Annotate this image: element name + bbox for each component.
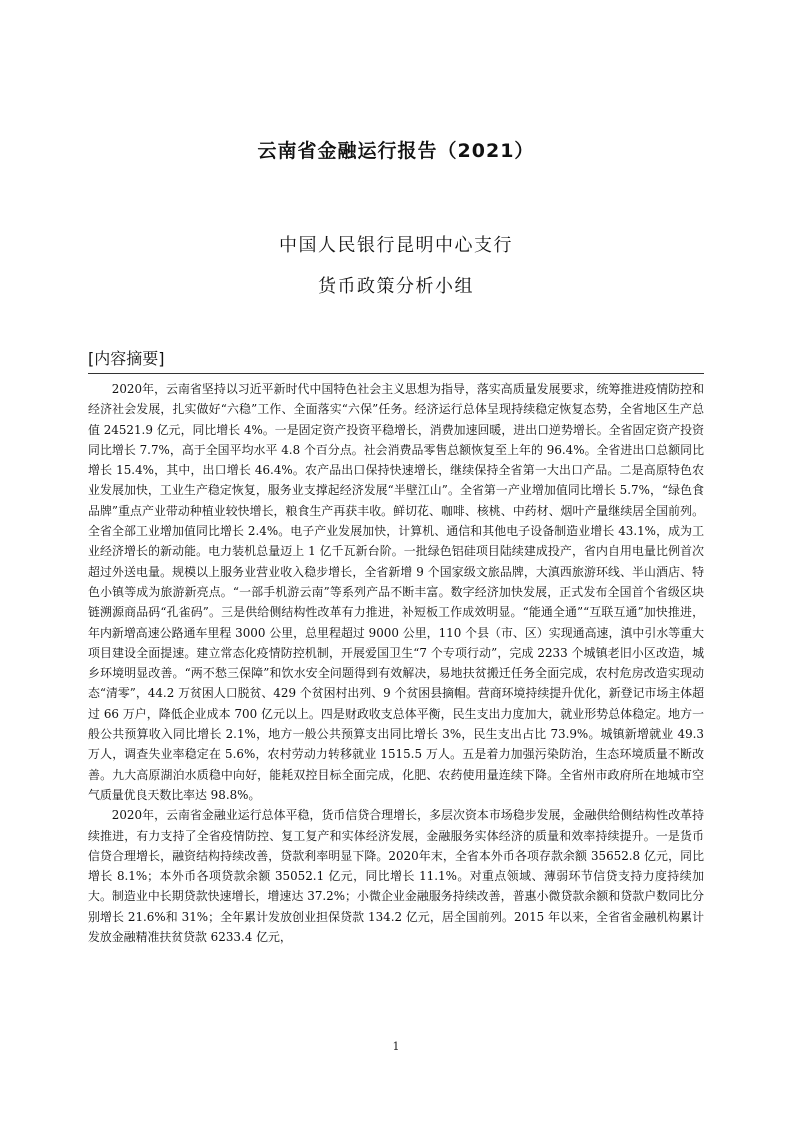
- summary-body: [88, 379, 704, 947]
- document-title: 云南省金融运行报告（2021）: [257, 140, 535, 162]
- heading-divider: [88, 373, 704, 374]
- author-organization: 中国人民银行昆明中心支行: [279, 235, 513, 256]
- summary-paragraph-2: 2020年，云南省金融业运行总体平稳，货币信贷合理增长，多层次资本市场稳步发展，金融供给侧结构性改革持续推进，有力支持了全省疫情防控、复工复产和实体经济发展，金融服务实体经济的质量和效率持续提升。一是货币信贷合理增长，融资结构持续改善，贷款利率明显下降。2020年末，全省本外币各项存款余额 35652.8 亿元，同比增长 8.1%；本外币各项贷款余额 35052.1 亿元，同比增长 11.1%。对重点领域、薄弱环节信贷支持力度持续加大。制造业中长期贷款快速增长，增速达 37.2%；小微企业金融服务持续改善，普惠小微贷款余额和贷款户数同比分别增长 21.6%和 31%；全年累计发放创业担保贷款 134.2 亿元，居全国前列。2015 年以来，全省省金融机构累计发放金融精准扶贫贷款 6233.4 亿元，: [88, 808, 704, 945]
- summary-heading: [内容摘要]: [88, 349, 165, 368]
- page-number: 1: [392, 1040, 400, 1053]
- summary-paragraph-1: 2020年，云南省坚持以习近平新时代中国特色社会主义思想为指导，落实高质量发展要求，统筹推进疫情防控和经济社会发展，扎实做好“六稳”工作、全面落实“六保”任务。经济运行总体呈现持续稳定恢复态势，全省地区生产总值 24521.9 亿元，同比增长 4%。一是固定资产投资平稳增长，消费加速回暖，进出口逆势增长。全省固定资产投资同比增长 7.7%，高于全国平均水平 4.8 个百分点。社会消费品零售总额恢复至上年的 96.4%。全省进出口总额同比增长 15.4%，其中，出口增长 46.4%。农产品出口保持快速增长，继续保持全省第一大出口产品。二是高原特色农业发展加快，工业生产稳定恢复，服务业支撑起经济发展“半壁江山”。全省第一产业增加值同比增长 5.7%，“绿色食品牌”重点产业带动种植业较快增长，粮食生产再获丰收。鲜切花、咖啡、核桃、中药材、烟叶产量继续居全国前列。全省全部工业增加值同比增长 2.4%。电子产业发展加快，计算机、通信和其他电子设备制造业增长 43.1%，成为工业经济增长的新动能。电力装机总量迈上 1 亿千瓦新台阶。一批绿色铝硅项目陆续建成投产，省内自用电量比例首次超过外送电量。规模以上服务业营业收入稳步增长，全省新增 9 个国家级文旅品牌，大滇西旅游环线、半山酒店、特色小镇等成为旅游新亮点。“一部手机游云南”等系列产品不断丰富。数字经济加快发展，正式发布全国首个省级区块链溯源商品码“孔雀码”。三是供给侧结构性改革有力推进，补短板工作成效明显。“能通全通”“互联互通”加快推进，年内新增高速公路通车里程 3000 公里，总里程超过 9000 公里，110 个县（市、区）实现通高速，滇中引水等重大项目建设全面提速。建立常态化疫情防控机制，开展爱国卫生“7 个专项行动”，完成 2233 个城镇老旧小区改造，城乡环境明显改善。“两不愁三保障”和饮水安全问题得到有效解决，易地扶贫搬迁任务全面完成，农村危房改造实现动态“清零”，44.2 万贫困人口脱贫、429 个贫困村出列、9 个贫困县摘帽。营商环境持续提升优化，新登记市场主体超过 66 万户，降低企业成本 700 亿元以上。四是财政收支总体平衡，民生支出力度加大，就业形势总体稳定。地方一般公共预算收入同比增长 2.1%，地方一般公共预算支出同比增长 3%，民生支出占比 73.9%。城镇新增就业 49.3 万人，调查失业率稳定在 5.6%，农村劳动力转移就业 1515.5 万人。五是着力加强污染防治，生态环境质量不断改善。九大高原湖泊水质稳中向好，能耗双控目标全面完成，化肥、农药使用量连续下降。全省州市政府所在地城市空气质量优良天数比率达 98.8%。: [88, 382, 704, 802]
- author-group: 货币政策分析小组: [318, 276, 474, 297]
